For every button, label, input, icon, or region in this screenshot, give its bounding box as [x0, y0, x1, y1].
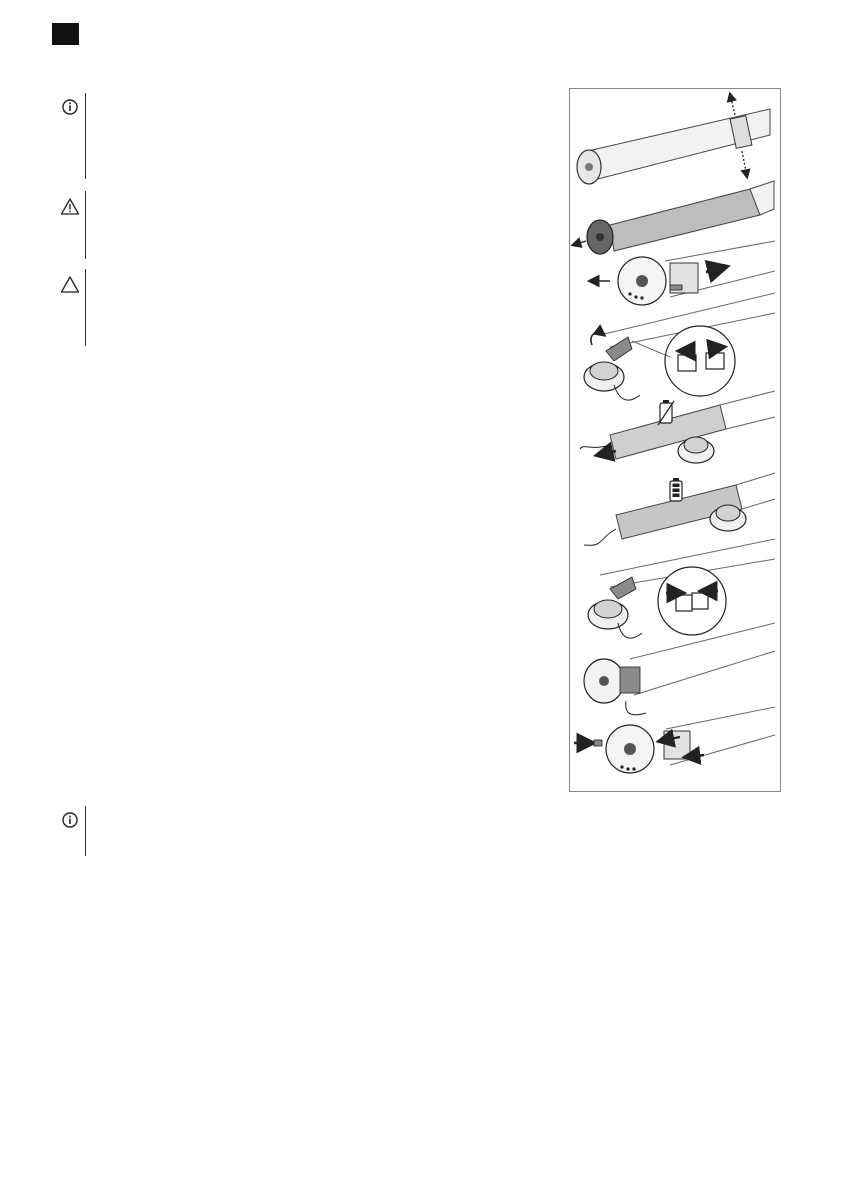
info-icon [60, 810, 80, 830]
step-connector-reconnect [588, 539, 775, 638]
step-battery-full [584, 473, 775, 545]
step-battery-empty [580, 391, 775, 463]
battery-empty-icon [658, 400, 674, 425]
caution-icon [60, 275, 80, 295]
step-tube-reinsert [584, 623, 775, 715]
step-tube-slide-out [573, 181, 774, 254]
notice-rule [85, 269, 86, 346]
notice-rule [85, 806, 86, 856]
battery-full-icon [670, 478, 682, 501]
notice-rule [85, 191, 86, 259]
warning-icon [60, 197, 80, 217]
page-tab-marker [52, 23, 79, 45]
step-screw-insert [574, 707, 775, 773]
step-screw-removal [590, 241, 775, 305]
figure-drawing [570, 89, 780, 791]
step-tube-end-cap-removal [577, 94, 770, 184]
battery-replacement-figure [569, 88, 781, 792]
info-icon [60, 97, 80, 117]
step-connector-disconnect [584, 293, 775, 400]
notice-rule [85, 93, 86, 179]
